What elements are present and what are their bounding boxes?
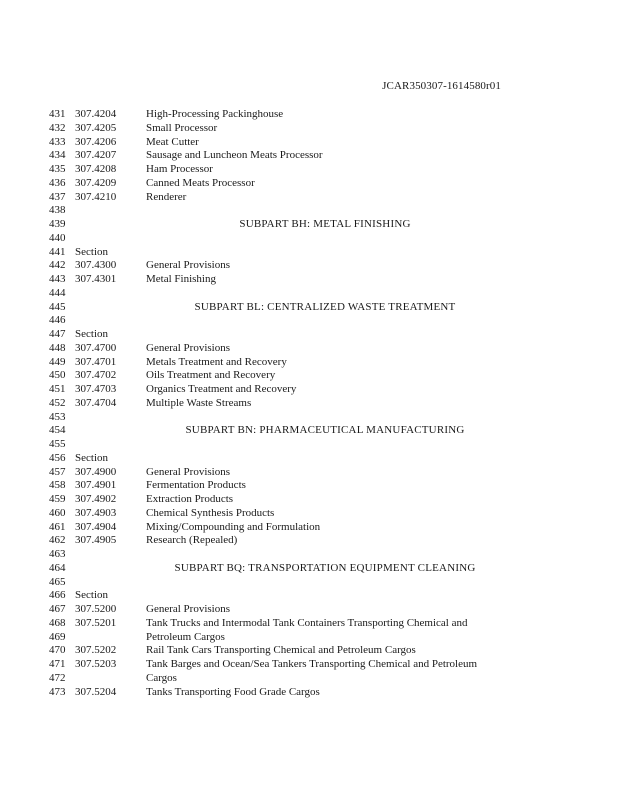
line-number: 441 (49, 245, 66, 258)
document-line (0, 617, 622, 631)
document-line (0, 383, 622, 397)
document-line (0, 576, 622, 590)
section-number: 307.4900 (75, 465, 117, 478)
document-line (0, 548, 622, 562)
section-title: Fermentation Products (146, 479, 246, 492)
section-title: Chemical Synthesis Products (146, 506, 275, 519)
line-number: 469 (49, 630, 66, 643)
line-number: 446 (49, 314, 66, 327)
section-number: 307.4301 (75, 273, 117, 285)
document-line (0, 466, 622, 480)
document-line (0, 136, 622, 150)
line-number: 454 (49, 424, 66, 437)
line-number: 459 (49, 493, 66, 505)
section-number: 307.4210 (75, 190, 117, 203)
line-number: 452 (49, 396, 66, 409)
section-number: 307.4206 (75, 135, 117, 148)
document-line (0, 452, 622, 466)
document-line (0, 163, 622, 177)
section-title: General Provisions (146, 341, 231, 354)
line-number: 431 (49, 108, 66, 120)
document-line (0, 589, 622, 603)
section-number: 307.5202 (75, 644, 117, 657)
section-number: Section (75, 245, 108, 258)
line-number: 445 (49, 300, 66, 313)
document-line (0, 232, 622, 246)
line-number: 433 (49, 135, 66, 148)
section-number: 307.4903 (75, 506, 117, 519)
section-number: 307.5204 (75, 685, 117, 698)
document-line (0, 411, 622, 425)
document-line (0, 108, 622, 122)
line-number: 453 (49, 410, 66, 423)
section-title: General Provisions (146, 603, 231, 615)
subpart-heading: SUBPART BL: CENTRALIZED WASTE TREATMENT (194, 300, 456, 313)
document-id: JCAR350307-1614580r01 (382, 80, 501, 92)
line-number: 471 (49, 658, 66, 670)
section-title: Rail Tank Cars Transporting Chemical and Petroleum Cargos (146, 644, 416, 657)
line-number: 434 (49, 149, 66, 162)
section-title: Tank Trucks and Intermodal Tank Containers Transporting Chemical and (146, 616, 468, 629)
section-number: 307.5200 (75, 603, 117, 615)
section-title: Oils Treatment and Recovery (146, 369, 276, 382)
document-line (0, 534, 622, 548)
line-number: 449 (49, 355, 66, 368)
line-number: 451 (49, 383, 66, 395)
document-line (0, 493, 622, 507)
subpart-heading: SUBPART BN: PHARMACEUTICAL MANUFACTURING (185, 424, 465, 437)
section-number: 307.4704 (75, 396, 117, 409)
section-title: Cargos (146, 671, 177, 684)
section-title: Small Processor (146, 121, 218, 134)
section-number: 307.4300 (75, 259, 117, 272)
document-line (0, 479, 622, 493)
document-line (0, 122, 622, 136)
line-number: 468 (49, 616, 66, 629)
document-line (0, 204, 622, 218)
section-number: Section (75, 451, 108, 464)
document-line (0, 246, 622, 260)
section-title: Mixing/Compounding and Formulation (146, 520, 321, 533)
section-number: 307.4902 (75, 493, 117, 505)
line-number: 438 (49, 204, 66, 217)
document-line (0, 424, 622, 438)
document-line (0, 301, 622, 315)
section-title: Metals Treatment and Recovery (146, 355, 287, 368)
document-line (0, 287, 622, 301)
line-number: 432 (49, 121, 66, 134)
line-number: 437 (49, 190, 66, 203)
document-line (0, 644, 622, 658)
document-line (0, 369, 622, 383)
section-title: Organics Treatment and Recovery (146, 383, 297, 395)
line-number: 464 (49, 561, 66, 574)
document-line (0, 438, 622, 452)
subpart-heading: SUBPART BQ: TRANSPORTATION EQUIPMENT CLEANING (174, 561, 476, 574)
section-number: Section (75, 589, 108, 602)
section-number: 307.4700 (75, 341, 117, 354)
line-number: 472 (49, 671, 66, 684)
document-line (0, 603, 622, 617)
section-title: Meat Cutter (146, 135, 199, 148)
document-line (0, 658, 622, 672)
section-number: 307.4208 (75, 163, 117, 175)
document-line (0, 191, 622, 205)
section-number: 307.4207 (75, 149, 117, 162)
line-number: 442 (49, 259, 66, 272)
line-number: 440 (49, 231, 66, 244)
section-number: 307.4904 (75, 520, 117, 533)
line-number: 470 (49, 644, 66, 657)
section-number: 307.4701 (75, 355, 117, 368)
line-number: 460 (49, 506, 66, 519)
document-line (0, 328, 622, 342)
line-number: 473 (49, 685, 66, 698)
section-number: Section (75, 328, 108, 340)
document-line (0, 149, 622, 163)
line-number: 448 (49, 341, 66, 354)
document-line (0, 356, 622, 370)
line-number: 466 (49, 589, 66, 602)
section-title: Tanks Transporting Food Grade Cargos (146, 685, 320, 698)
subpart-heading: SUBPART BH: METAL FINISHING (239, 218, 411, 230)
document-line (0, 521, 622, 535)
line-number: 439 (49, 218, 66, 230)
section-title: High-Processing Packinghouse (146, 108, 284, 120)
document-line (0, 397, 622, 411)
document-line (0, 177, 622, 191)
section-title: Multiple Waste Streams (146, 396, 252, 409)
line-number: 461 (49, 520, 66, 533)
section-title: Metal Finishing (146, 273, 216, 285)
section-title: General Provisions (146, 259, 231, 272)
section-number: 307.4703 (75, 383, 117, 395)
line-number: 458 (49, 479, 66, 492)
line-number: 450 (49, 369, 66, 382)
document-line (0, 672, 622, 686)
document-line (0, 686, 622, 700)
section-title: General Provisions (146, 465, 231, 478)
line-number: 455 (49, 438, 66, 450)
line-number: 457 (49, 465, 66, 478)
section-number: 307.5201 (75, 616, 117, 629)
line-number: 456 (49, 451, 66, 464)
section-title: Canned Meats Processor (146, 176, 255, 189)
section-number: 307.5203 (75, 658, 117, 670)
document-line (0, 218, 622, 232)
document-line (0, 342, 622, 356)
section-number: 307.4905 (75, 534, 117, 547)
line-number: 444 (49, 286, 66, 299)
section-title: Sausage and Luncheon Meats Processor (146, 149, 323, 162)
section-title: Renderer (146, 190, 187, 203)
section-title: Extraction Products (146, 493, 234, 505)
section-number: 307.4205 (75, 121, 117, 134)
line-number: 436 (49, 176, 66, 189)
document-line (0, 314, 622, 328)
line-number: 467 (49, 603, 66, 615)
section-title: Petroleum Cargos (146, 630, 225, 643)
document-line (0, 273, 622, 287)
line-number: 435 (49, 163, 66, 175)
document-line (0, 562, 622, 576)
section-title: Ham Processor (146, 163, 213, 175)
document-line (0, 631, 622, 645)
document-line (0, 259, 622, 273)
section-number: 307.4209 (75, 176, 117, 189)
section-title: Research (Repealed) (146, 534, 238, 547)
line-number: 462 (49, 534, 66, 547)
section-number: 307.4702 (75, 369, 117, 382)
section-title: Tank Barges and Ocean/Sea Tankers Transporting Chemical and Petroleum (146, 658, 478, 670)
document-line (0, 507, 622, 521)
line-number: 463 (49, 548, 66, 560)
line-number: 465 (49, 575, 66, 588)
section-number: 307.4204 (75, 108, 117, 120)
line-number: 443 (49, 273, 66, 285)
line-number: 447 (49, 328, 66, 340)
document-body (0, 108, 622, 699)
section-number: 307.4901 (75, 479, 117, 492)
